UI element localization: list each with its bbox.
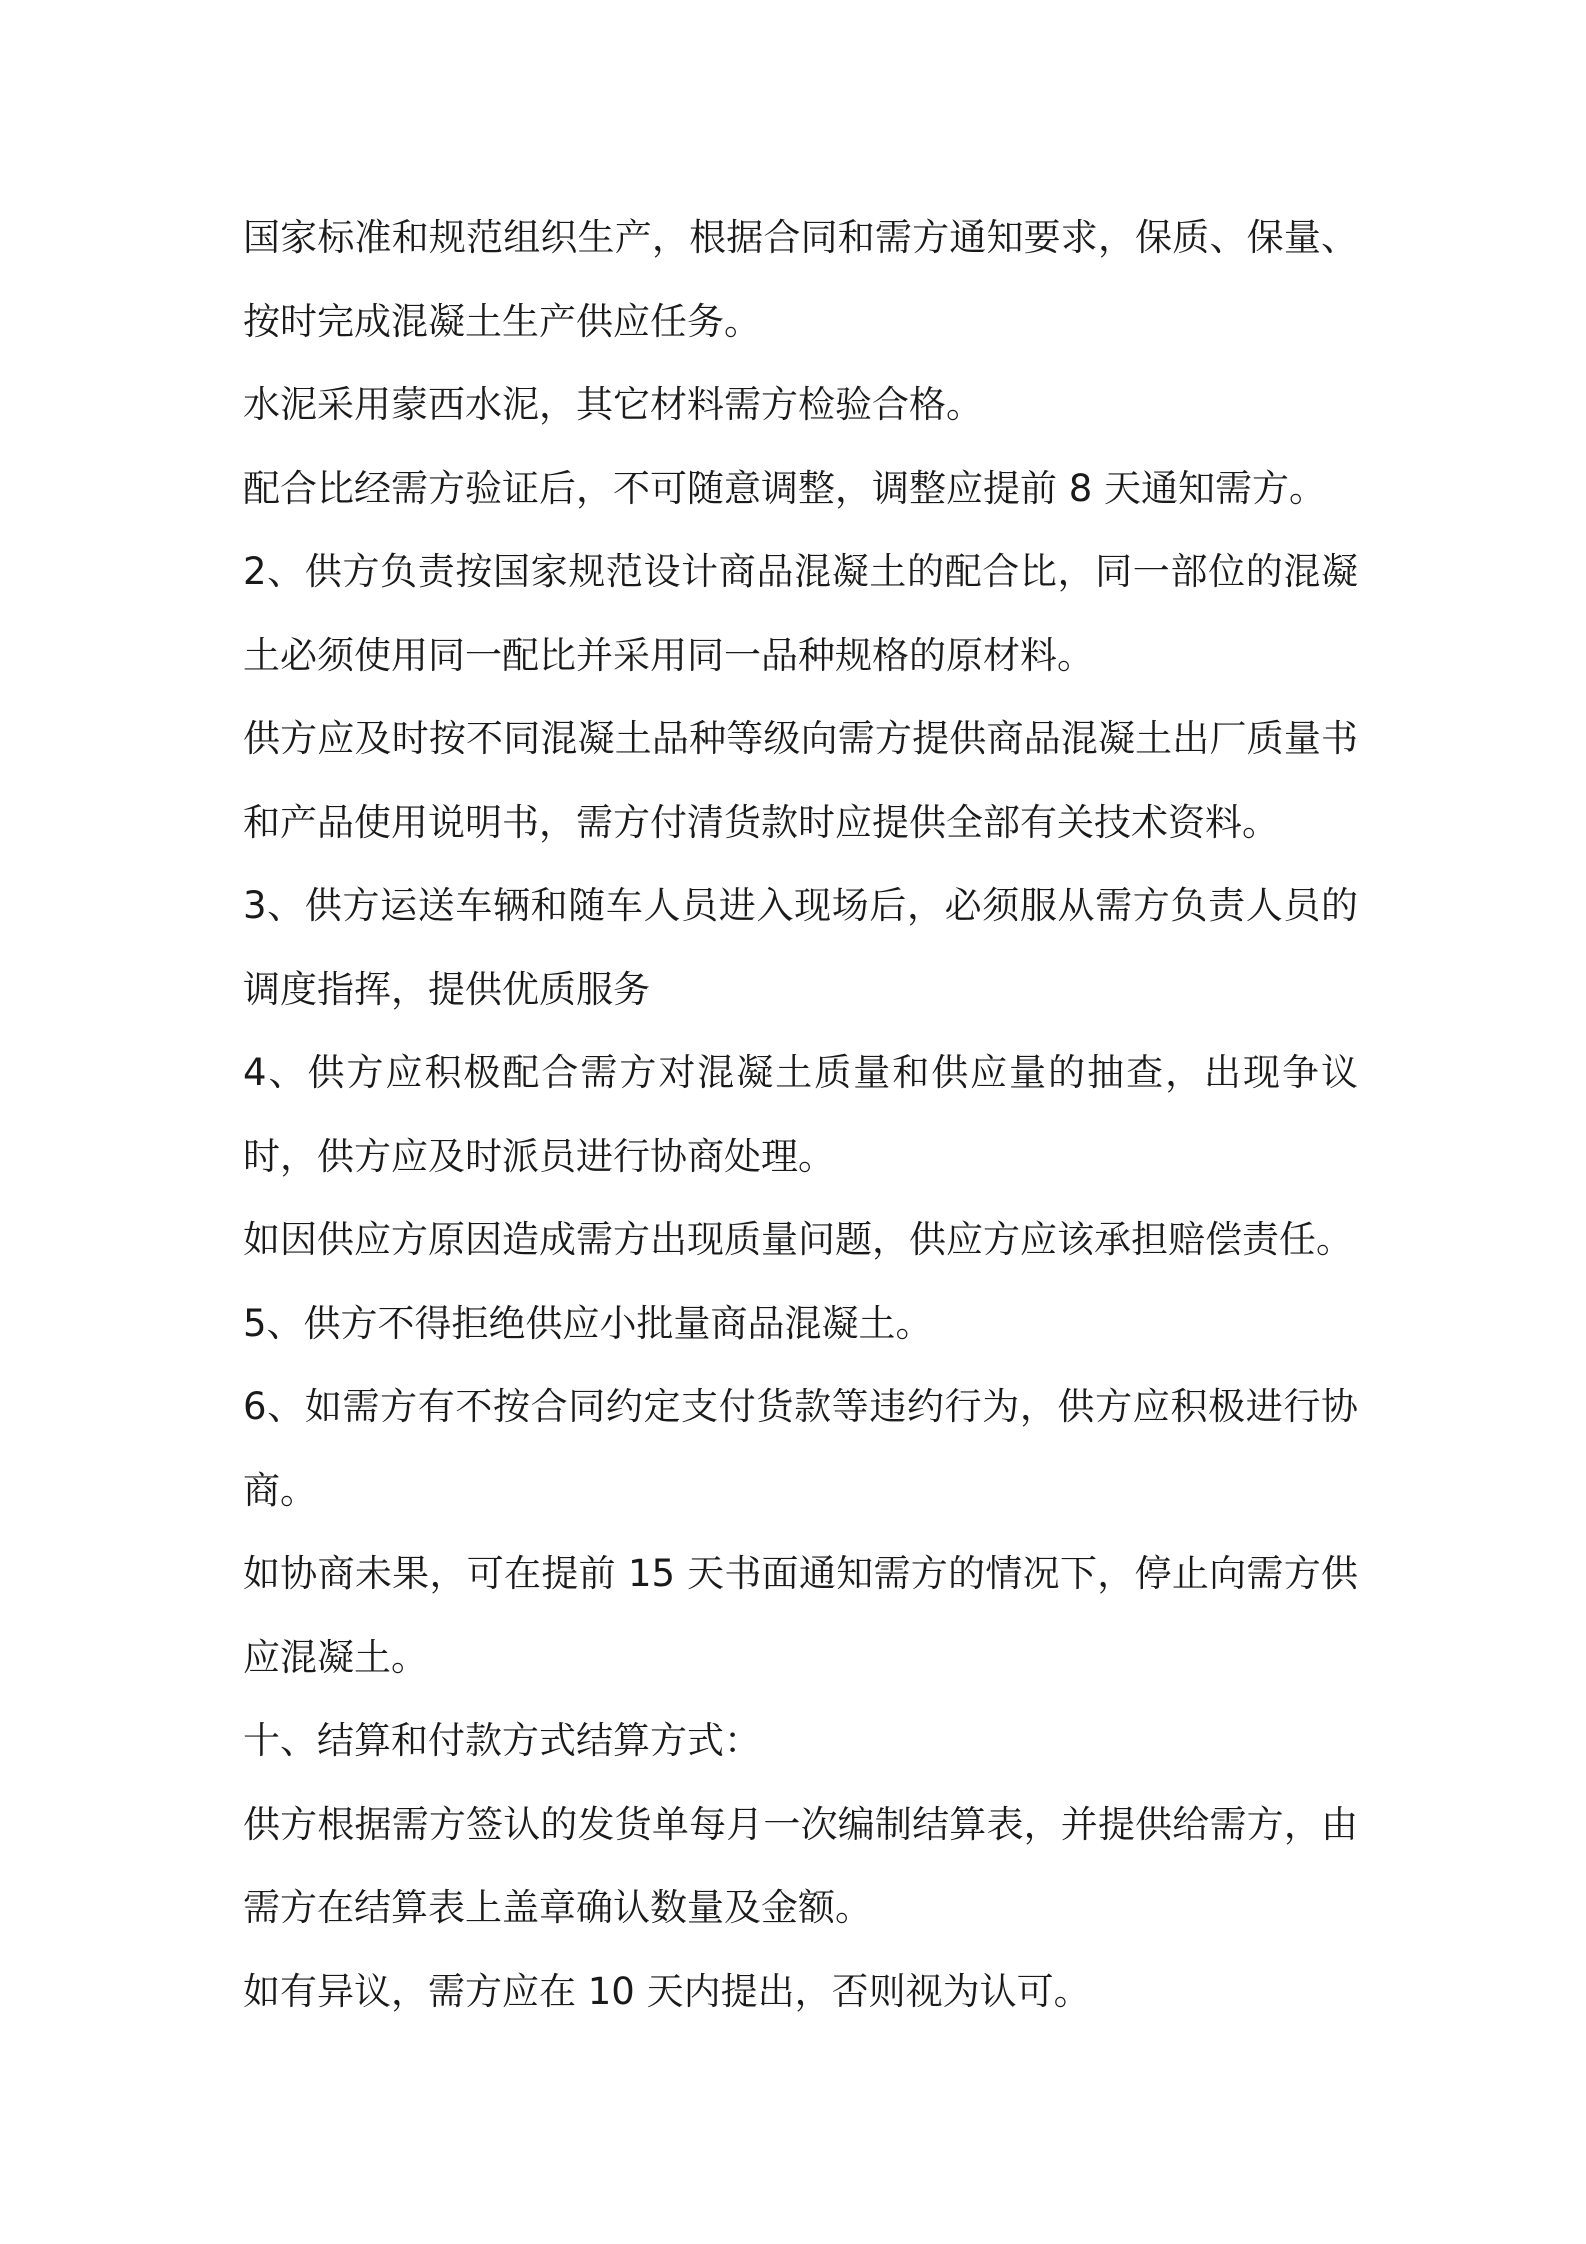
paragraph: 十、结算和付款方式结算方式：	[243, 1719, 761, 1762]
paragraph: 水泥采用蒙西水泥，其它材料需方检验合格。	[243, 383, 983, 426]
paragraph: 如有异议，需方应在 10 天内提出，否则视为认可。	[243, 1969, 1091, 2013]
paragraph: 5、供方不得拒绝供应小批量商品混凝土。	[243, 1301, 933, 1345]
paragraph: 3、供方运送车辆和随车人员进入现场后，必须服从需方负责人员的调度指挥，提供优质服务	[243, 884, 1358, 1011]
paragraph: 供方应及时按不同混凝土品种等级向需方提供商品混凝土出厂质量书和产品使用说明书，需方付清货款时应提供全部有关技术资料。	[243, 717, 1358, 844]
paragraph: 如协商未果，可在提前 15 天书面通知需方的情况下，停止向需方供应混凝土。	[243, 1552, 1358, 1679]
document-body	[243, 196, 1358, 2033]
paragraph: 如因供应方原因造成需方出现质量问题，供应方应该承担赔偿责任。	[243, 1218, 1353, 1261]
paragraph: 2、供方负责按国家规范设计商品混凝土的配合比，同一部位的混凝土必须使用同一配比并采用同一品种规格的原材料。	[243, 550, 1358, 677]
paragraph: 配合比经需方验证后，不可随意调整，调整应提前 8 天通知需方。	[243, 466, 1327, 510]
paragraph: 6、如需方有不按合同约定支付货款等违约行为，供方应积极进行协商。	[243, 1385, 1358, 1512]
paragraph: 4、供方应积极配合需方对混凝土质量和供应量的抽查，出现争议时，供方应及时派员进行协商处理。	[243, 1051, 1358, 1178]
paragraph: 供方根据需方签认的发货单每月一次编制结算表，并提供给需方，由需方在结算表上盖章确认数量及金额。	[243, 1802, 1358, 1929]
paragraph: 国家标准和规范组织生产，根据合同和需方通知要求，保质、保量、按时完成混凝土生产供应任务。	[243, 216, 1358, 343]
